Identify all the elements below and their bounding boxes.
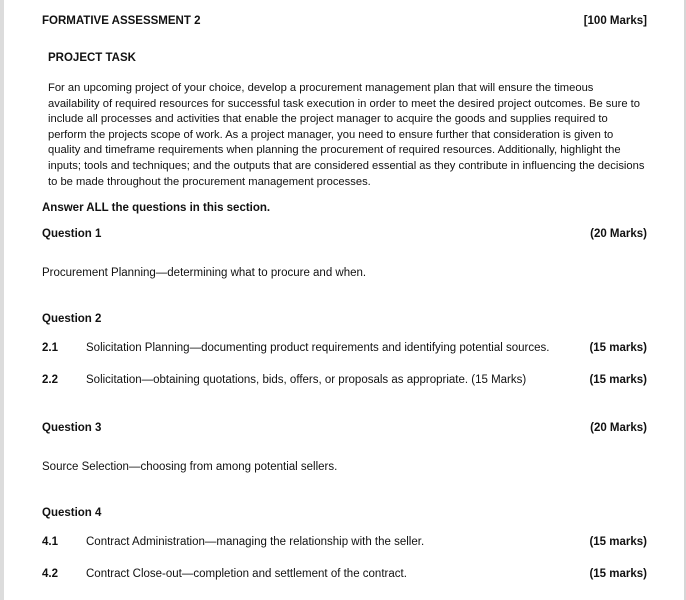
question-1-marks: (20 Marks)	[590, 228, 647, 240]
question-4-1-marks: (15 marks)	[589, 536, 647, 548]
question-4-2-marks: (15 marks)	[589, 568, 647, 580]
question-1-text: Procurement Planning—determining what to procure and when.	[42, 267, 367, 279]
question-1-title: Question 1	[42, 228, 102, 240]
document-title: FORMATIVE ASSESSMENT 2	[42, 15, 201, 27]
question-2-1-marks: (15 marks)	[589, 342, 647, 354]
question-2-1-number: 2.1	[42, 342, 58, 354]
instruction: Answer ALL the questions in this section.	[42, 202, 271, 214]
project-task-body: For an upcoming project of your choice, develop a procurement management plan that will ensure the timeous availability of required resources for successful task execution in order to meet the desired project outcomes. Be sure to include all processes and activities that enable the project manager to acquire the goods and supplies required to perform the projects scope of work. As a project manager, you need to ensure further that consideration is given to quality and timeframe requirements when planning the procurement of required resources. Additionally, highlight the inputs; tools and techniques; and the outputs that are considered essential as they contribute in influencing the decisions to be made throughout the procurement management processes.	[48, 82, 645, 188]
question-4-1-text: Contract Administration—managing the relationship with the seller.	[86, 536, 425, 548]
question-3-text: Source Selection—choosing from among potential sellers.	[42, 461, 338, 473]
question-2-1-text: Solicitation Planning—documenting product requirements and identifying potential sources.	[86, 342, 550, 354]
question-2-2-marks: (15 marks)	[589, 374, 647, 386]
total-marks: [100 Marks]	[583, 15, 647, 27]
question-2-2-number: 2.2	[42, 374, 58, 386]
project-task-heading: PROJECT TASK	[48, 52, 136, 64]
page-edge-left	[0, 0, 4, 600]
question-2-2-text: Solicitation—obtaining quotations, bids, offers, or proposals as appropriate. (15 Marks)	[86, 374, 527, 386]
question-4-2-text: Contract Close-out—completion and settlement of the contract.	[86, 568, 407, 580]
question-4-title: Question 4	[42, 507, 102, 519]
question-3-title: Question 3	[42, 422, 102, 434]
question-4-2-number: 4.2	[42, 568, 58, 580]
question-3-marks: (20 Marks)	[590, 422, 647, 434]
question-2-title: Question 2	[42, 313, 102, 325]
question-4-1-number: 4.1	[42, 536, 58, 548]
